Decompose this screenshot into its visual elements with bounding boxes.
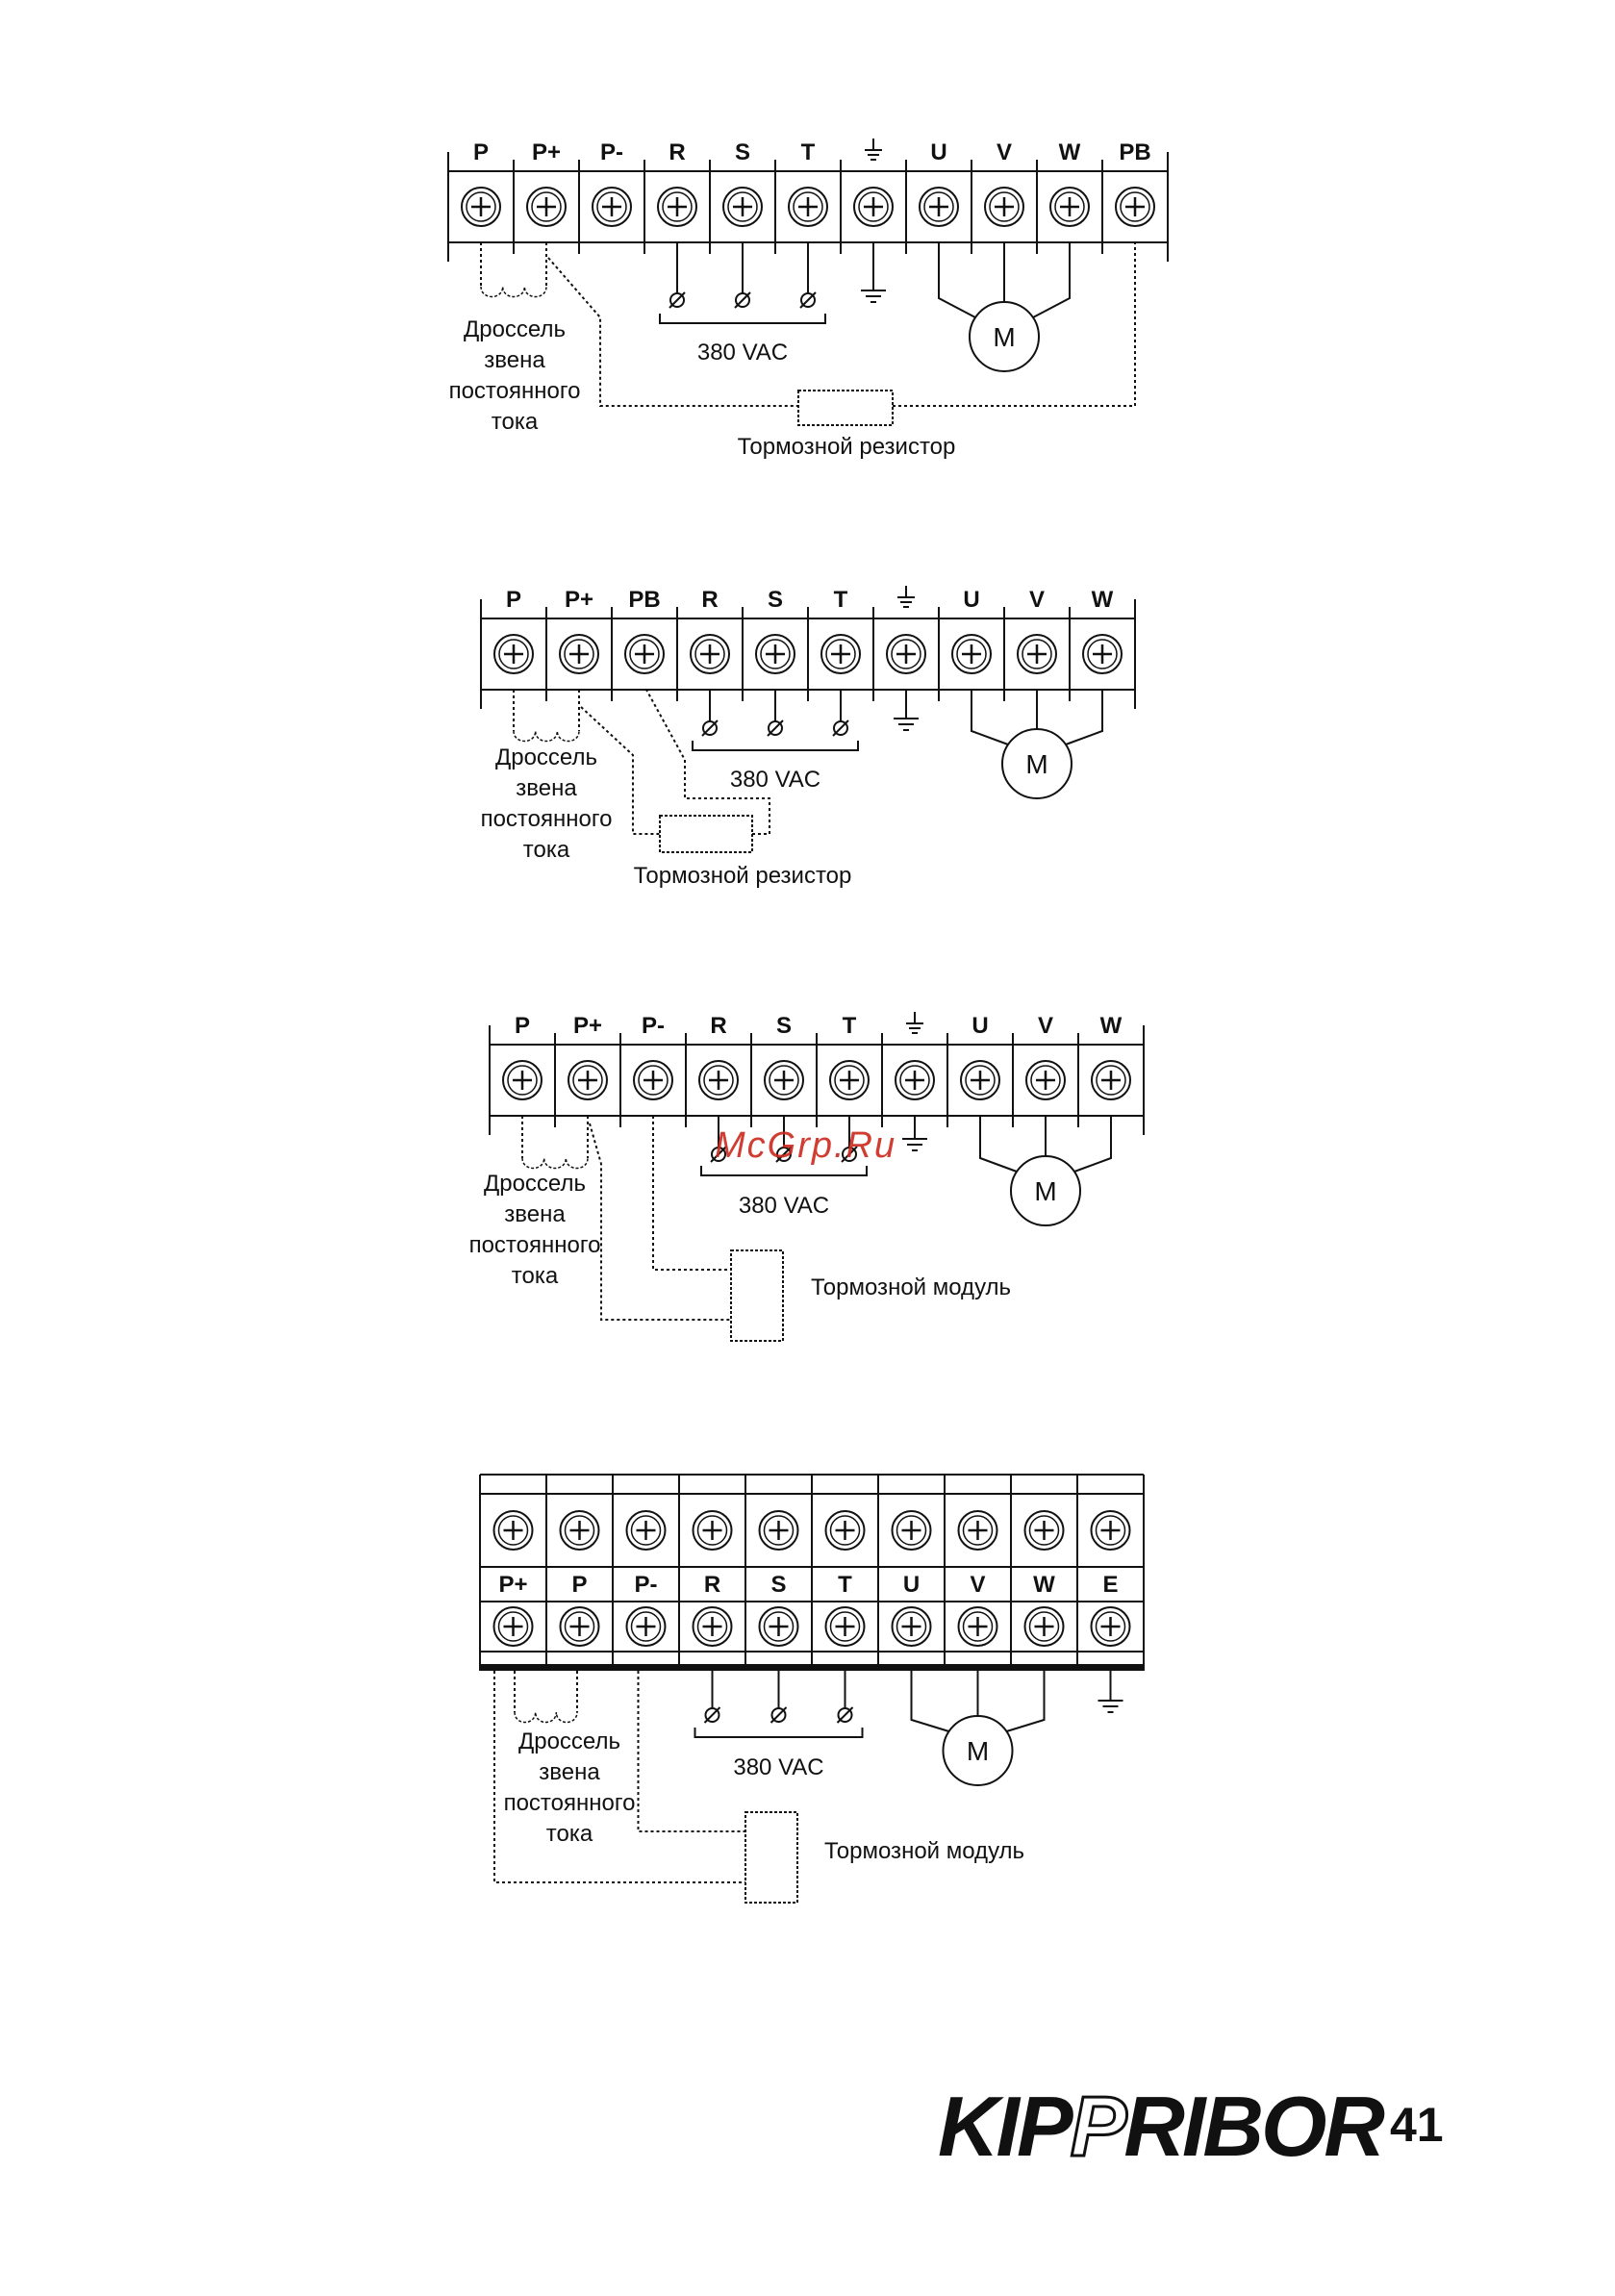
terminal-label: P+ [531,139,562,165]
supply-label: 380 VAC [696,340,789,366]
motor-wire [1007,1671,1045,1731]
terminal-label: R [669,139,686,165]
brake-wire [639,1671,746,1831]
supply-bracket [693,741,858,750]
terminal-label: U [972,1013,989,1039]
terminal-label: T [833,587,848,613]
terminal-label: S [767,587,784,613]
terminal-label: R [701,587,719,613]
motor-wire [972,690,1008,744]
motor-wire [912,1671,949,1731]
choke-label-line: звена [484,347,545,373]
terminal-label: W [1099,1013,1123,1039]
terminal-label: V [970,1572,986,1598]
choke-label-line: тока [491,409,539,435]
terminal-label: P [505,587,522,613]
supply-bracket [695,1728,863,1737]
terminal-label: P [472,139,490,165]
motor-wire [1066,690,1102,744]
motor-label: M [1025,749,1048,779]
terminal-label: PB [1119,139,1151,165]
ground-icon [1098,1701,1123,1712]
choke-label-line: тока [522,837,570,863]
motor-wire [980,1116,1017,1172]
choke-label-line: звена [539,1759,600,1785]
ground-icon [894,719,919,730]
brake-module-icon [745,1812,797,1903]
terminal-base [480,1665,1144,1671]
motor-label: M [1034,1176,1057,1206]
choke-coil-icon [515,1712,577,1723]
ground-icon [861,290,886,302]
brake-label: Тормозной резистор [633,863,852,889]
terminal-label: R [710,1013,727,1039]
choke-label-line: Дроссель [483,1171,587,1197]
terminal-label: S [775,1013,793,1039]
terminal-label: V [1037,1013,1054,1039]
choke-label-line: постоянного [480,806,613,832]
choke-coil-icon [481,287,546,297]
motor-label: M [993,322,1016,352]
choke-label-line: Дроссель [494,744,598,770]
motor-wire [939,242,975,317]
ground-terminal-label-icon [906,1012,923,1033]
terminal-label: P [571,1572,588,1598]
terminal-label: P [514,1013,531,1039]
terminal-label: P+ [564,587,594,613]
brake-label: Тормозной модуль [824,1838,1025,1864]
choke-label-line: тока [545,1821,593,1847]
brand-part-3: RIBOR [1123,2079,1382,2174]
ground-terminal-label-icon [865,139,882,160]
choke-coil-icon [522,1158,588,1169]
brake-wire [646,690,770,834]
brake-resistor-icon [798,391,893,425]
terminal-label: S [734,139,751,165]
choke-label-line: Дроссель [463,316,567,342]
brake-wire [590,1123,731,1320]
brand-part-1: KIP [938,2079,1071,2174]
choke-label-line: постоянного [503,1790,636,1816]
brake-label: Тормозной резистор [737,434,956,460]
brand-logo [938,2078,1382,2176]
supply-bracket [660,314,825,323]
supply-label: 380 VAC [738,1193,830,1219]
page-number: 41 [1390,2098,1444,2152]
supply-label: 380 VAC [729,767,821,793]
choke-coil-icon [514,731,579,742]
ground-terminal-label-icon [897,586,915,607]
terminal-label: S [770,1572,787,1598]
terminal-label: U [963,587,980,613]
terminal-label: T [838,1572,852,1598]
motor-wire [1033,242,1070,317]
supply-bracket [701,1166,867,1175]
terminal-label: P- [642,1013,665,1039]
choke-label-line: звена [504,1201,566,1227]
watermark: McGrp.Ru [715,1125,897,1166]
supply-label: 380 VAC [733,1754,824,1780]
terminal-label: T [842,1013,857,1039]
choke-label-line: звена [516,775,577,801]
brake-wire [548,258,798,406]
terminal-label: U [930,139,947,165]
choke-label-line: тока [511,1263,559,1289]
terminal-label: W [1033,1572,1055,1598]
brake-label: Тормозной модуль [811,1274,1012,1300]
terminal-label: V [996,139,1013,165]
choke-label-line: постоянного [468,1232,601,1258]
terminal-label: W [1058,139,1081,165]
brake-wire [494,1671,745,1882]
terminal-label: E [1102,1572,1119,1598]
terminal-label: P- [600,139,623,165]
ground-icon [902,1139,927,1150]
motor-label: M [966,1736,990,1766]
choke-label-line: Дроссель [517,1728,621,1754]
terminal-label: P- [634,1572,658,1598]
terminal-label: P+ [572,1013,603,1039]
terminal-label: W [1091,587,1114,613]
brake-module-icon [731,1250,783,1341]
motor-wire [1074,1116,1111,1172]
choke-label-line: постоянного [448,378,581,404]
terminal-label: U [902,1572,921,1598]
brand-part-2: P [1070,2079,1124,2174]
brake-resistor-icon [660,816,752,852]
terminal-label: P+ [498,1572,528,1598]
terminal-label: V [1028,587,1046,613]
terminal-label: T [800,139,816,165]
terminal-label: R [703,1572,721,1598]
terminal-label: PB [628,587,661,613]
